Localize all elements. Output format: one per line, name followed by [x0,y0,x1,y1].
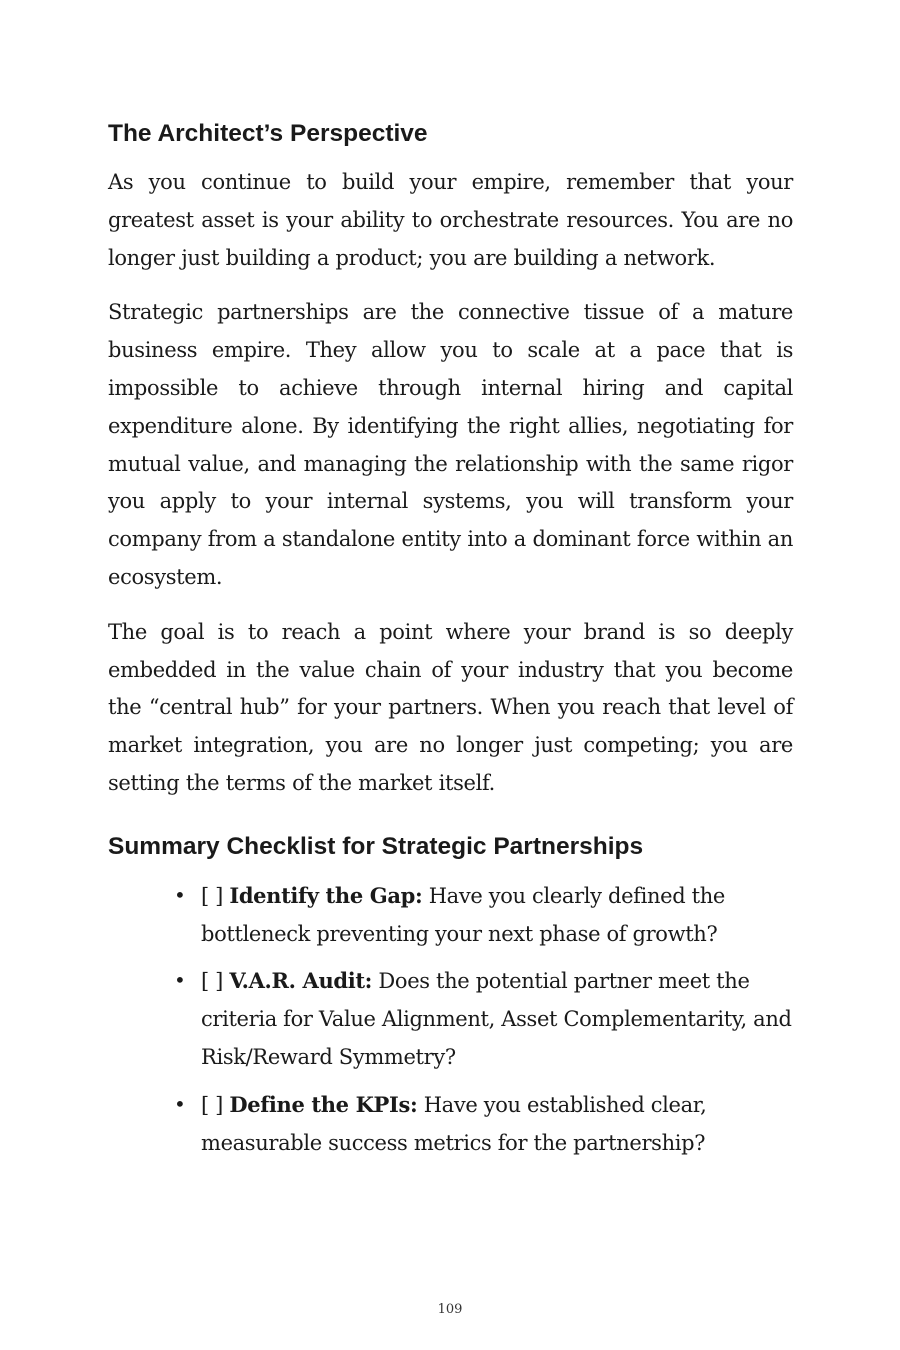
checklist-item-title: V.A.R. Audit: [229,968,373,994]
checklist-item-text: Have you clearly defined the bottleneck preventing your next phase of growth? [201,883,725,946]
section-heading-summary-checklist: Summary Checklist for Strategic Partnerships [108,832,644,860]
checklist-item [170,877,793,954]
paragraph-2: Strategic partnerships are the connective tissue of a mature business empire. They allow you to scale at a pace that is impossible to achieve through internal hiring and capital expenditure alone. By identifying the right allies, negotiating for mutual value, and managing the relationship with the same rigor you apply to your internal systems, you will transform your company from a standalone entity into a dominant force within an ecosystem. [108,300,794,589]
page-number: 109 [437,1302,463,1317]
checklist-item [170,962,793,1076]
checkbox-marker: [ ] [201,883,224,908]
checklist-item-title: Define the KPIs: [229,1091,418,1117]
checklist-item [170,1086,793,1163]
checkbox-marker: [ ] [201,1092,224,1117]
paragraph-1: As you continue to build your empire, remember that your greatest asset is your ability to orchestrate resources. You are no longer just building a product; you are building a network. [108,170,793,270]
bullet-icon: • [174,1091,186,1116]
checklist-item-title: Identify the Gap: [229,882,423,908]
section-heading-architects-perspective: The Architect’s Perspective [108,120,428,147]
checkbox-marker: [ ] [201,969,224,994]
checklist-item-text: Does the potential partner meet the criteria for Value Alignment, Asset Complementarity, and Risk/Reward Symmetry? [201,969,792,1069]
page-content [108,118,793,1171]
checklist [108,877,793,1163]
bullet-icon: • [174,882,186,907]
checklist-item-text: Have you established clear, measurable success metrics for the partnership? [201,1092,707,1155]
paragraph-3: The goal is to reach a point where your brand is so deeply embedded in the value chain of your industry that you become the “central hub” for your partners. When you reach that level of market integration, you are no longer just competing; you are setting the terms of the market itself. [108,619,793,795]
bullet-icon: • [174,968,186,993]
